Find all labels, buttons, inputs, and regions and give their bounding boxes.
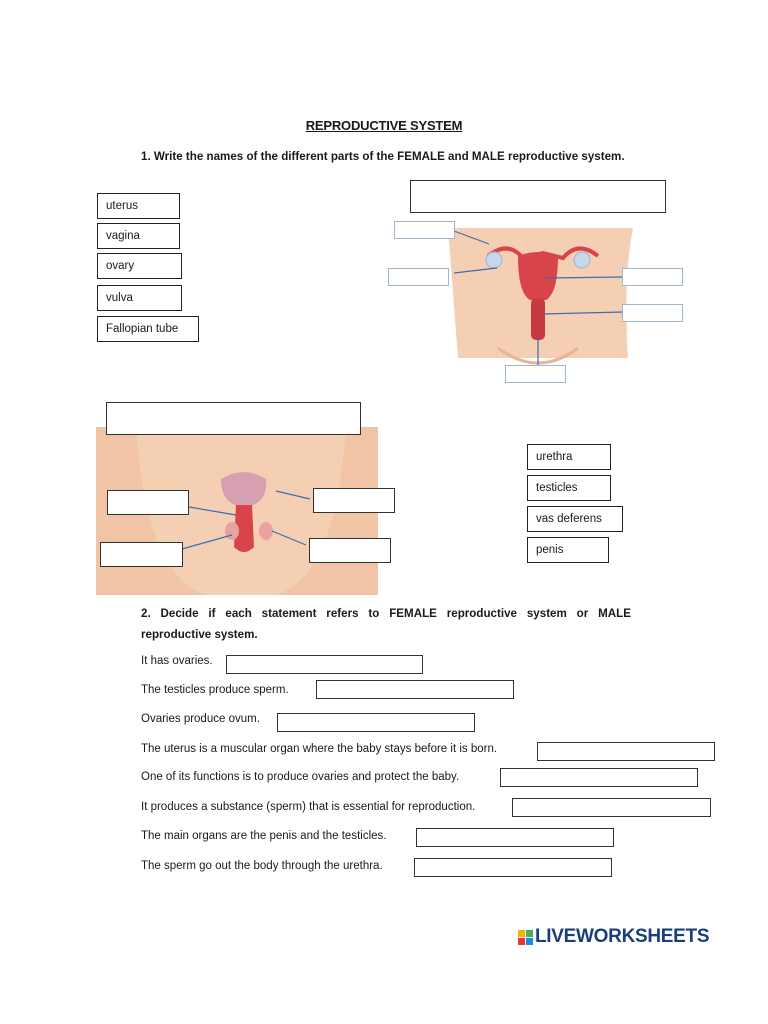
statement-1-answer[interactable] [226,655,423,674]
word-ovary: ovary [97,253,182,279]
statement-5: One of its functions is to produce ovaries and protect the baby. [141,771,460,783]
female-label-box-5[interactable] [505,365,566,383]
statement-2-answer[interactable] [316,680,514,699]
word-fallopian-tube: Fallopian tube [97,316,199,342]
left-testicle [225,522,239,540]
female-label-box-4[interactable] [622,304,683,322]
statement-1: It has ovaries. [141,655,213,667]
female-title-answer-box[interactable] [410,180,666,213]
statement-7: The main organs are the penis and the testicles. [141,830,387,842]
word-urethra: urethra [527,444,611,470]
statement-3-answer[interactable] [277,713,475,732]
page-title: REPRODUCTIVE SYSTEM [305,118,463,133]
right-testicle [259,522,273,540]
statement-5-answer[interactable] [500,768,698,787]
male-label-box-3[interactable] [100,542,183,567]
uterus-shape [518,252,558,300]
statement-6: It produces a substance (sperm) that is essential for reproduction. [141,801,476,813]
female-label-box-1[interactable] [394,221,455,239]
statement-4: The uterus is a muscular organ where the baby stays before it is born. [141,743,498,755]
female-label-box-3[interactable] [622,268,683,286]
question-1: 1. Write the names of the different parts of the FEMALE and MALE reproductive system. [141,150,625,163]
statement-8: The sperm go out the body through the urethra. [141,860,383,872]
statement-8-answer[interactable] [414,858,612,877]
male-title-answer-box[interactable] [106,402,361,435]
statement-3: Ovaries produce ovum. [141,713,260,725]
liveworksheets-logo [518,926,709,948]
male-label-box-1[interactable] [107,490,189,515]
word-vagina: vagina [97,223,180,249]
statement-2: The testicles produce sperm. [141,684,289,696]
female-label-box-2[interactable] [388,268,449,286]
right-ovary [574,252,590,268]
word-penis: penis [527,537,609,563]
word-vulva: vulva [97,285,182,311]
statement-7-answer[interactable] [416,828,614,847]
word-vas-deferens: vas deferens [527,506,623,532]
male-label-box-4[interactable] [309,538,391,563]
left-ovary [486,252,502,268]
logo-icon [518,930,533,945]
statement-4-answer[interactable] [537,742,715,761]
vagina-shape [531,298,545,340]
logo-text: LIVEWORKSHEETS [535,926,710,947]
word-uterus: uterus [97,193,180,219]
statement-6-answer[interactable] [512,798,711,817]
word-testicles: testicles [527,475,611,501]
question-2: 2. Decide if each statement refers to FEMALE reproductive system or MALE reproductive system. [141,607,631,641]
male-label-box-2[interactable] [313,488,395,513]
